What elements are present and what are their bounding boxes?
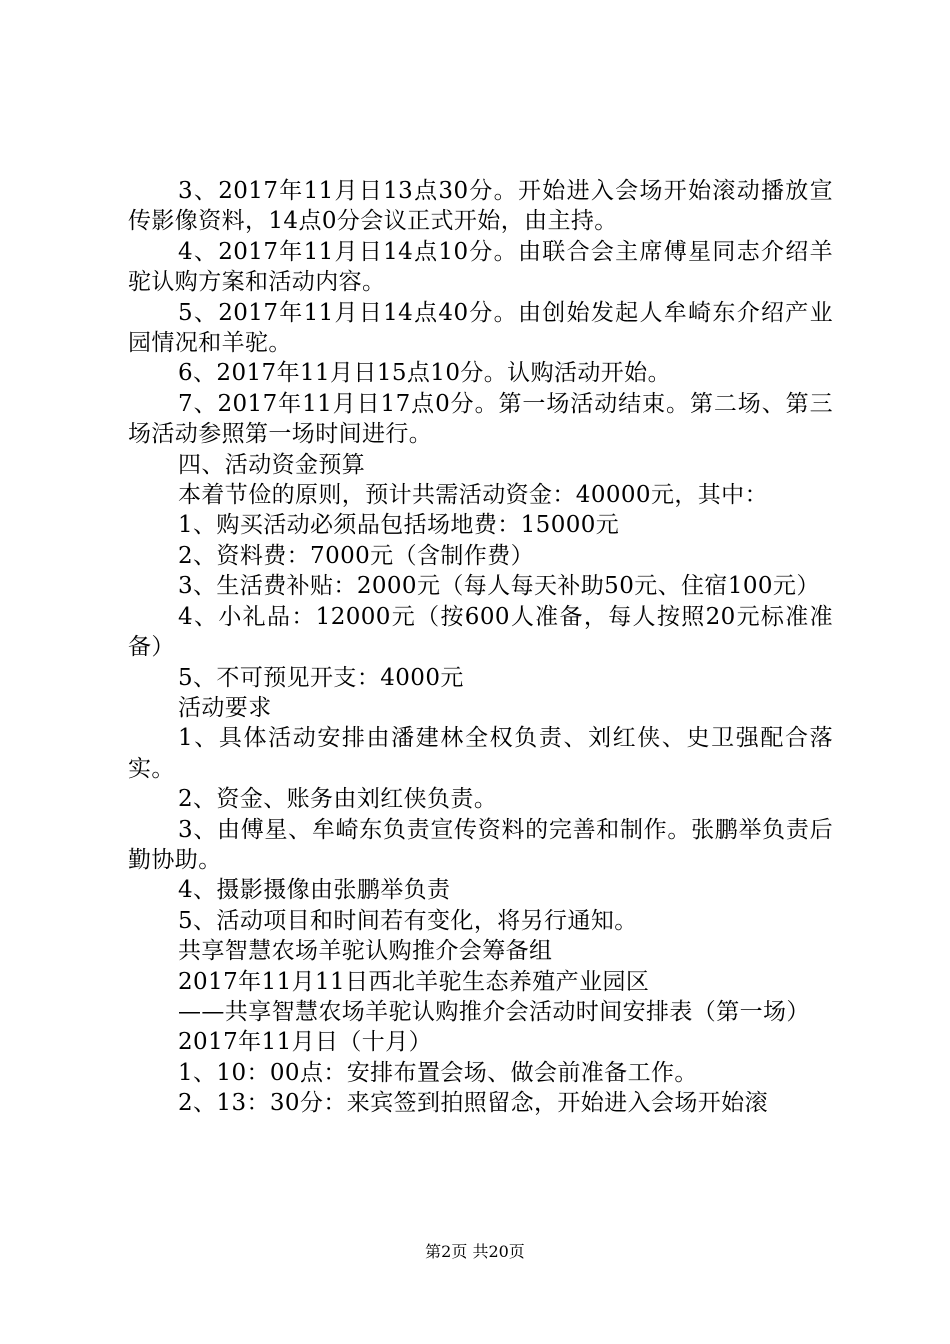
schedule-item: 2、13：30分：来宾签到拍照留念，开始进入会场开始滚: [178, 1090, 768, 1117]
budget-item: 2、资料费：7000元（含制作费）: [178, 542, 534, 569]
budget-item: 5、不可预见开支：4000元: [178, 664, 464, 691]
schedule-item: 1、10：00点：安排布置会场、做会前准备工作。: [178, 1059, 698, 1086]
paragraph: 4、2017年11月日14点10分。由联合会主席傅星同志介绍羊驼认购方案和活动内容。: [128, 238, 833, 296]
signature-organization: 共享智慧农场羊驼认购推介会筹备组: [178, 938, 553, 965]
paragraph: 3、2017年11月日13点30分。开始进入会场开始滚动播放宣传影像资料，14点0分会议正式开始，由主持。: [128, 178, 833, 235]
budget-item: 3、生活费补贴：2000元（每人每天补助50元、住宿100元）: [178, 573, 820, 600]
schedule-date: 2017年11月日（十月）: [178, 1029, 432, 1056]
signature-date: 2017年11月11日西北羊驼生态养殖产业园区: [178, 968, 650, 995]
requirement-item: 1、具体活动安排由潘建林全权负责、刘红侠、史卫强配合落实。: [128, 725, 833, 782]
section-heading: 四、活动资金预算: [178, 451, 366, 478]
paragraph: 7、2017年11月日17点0分。第一场活动结束。第二场、第三场活动参照第一场时间进行。: [128, 390, 833, 448]
document-body: [128, 176, 833, 1119]
schedule-title: ——共享智慧农场羊驼认购推介会活动时间安排表（第一场）: [178, 998, 810, 1025]
section-heading: 活动要求: [178, 694, 272, 721]
budget-item: 4、小礼品：12000元（按600人准备，每人按照20元标准准备）: [128, 603, 833, 661]
requirement-item: 2、资金、账务由刘红侠负责。: [178, 786, 498, 813]
paragraph: 6、2017年11月日15点10分。认购活动开始。: [178, 360, 671, 387]
page-number-footer: 第2页 共20页: [425, 1242, 525, 1261]
paragraph: 5、2017年11月日14点40分。由创始发起人牟崎东介绍产业园情况和羊驼。: [128, 299, 833, 357]
budget-item: 1、购买活动必须品包括场地费：15000元: [178, 512, 620, 539]
requirement-item: 5、活动项目和时间若有变化，将另行通知。: [178, 907, 638, 934]
requirement-item: 3、由傅星、牟崎东负责宣传资料的完善和制作。张鹏举负责后勤协助。: [128, 816, 833, 873]
paragraph: 本着节俭的原则，预计共需活动资金：40000元，其中：: [178, 482, 768, 509]
requirement-item: 4、摄影摄像由张鹏举负责: [178, 877, 451, 904]
